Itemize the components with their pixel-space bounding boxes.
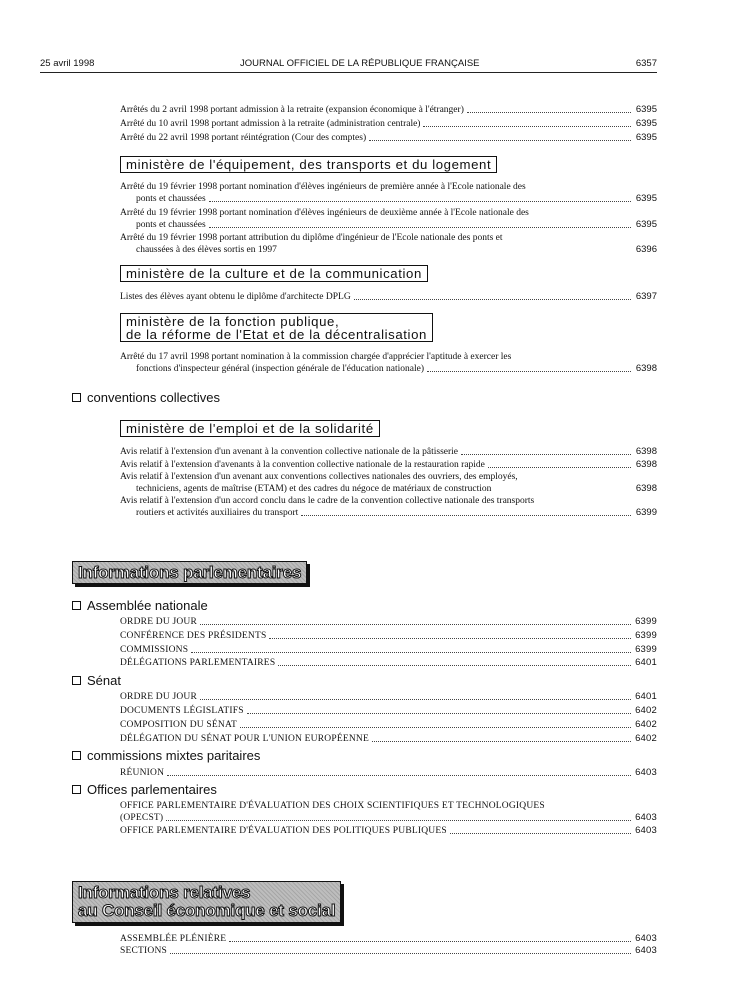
list-item: RÉUNION 6403 (120, 767, 657, 778)
list-item: ASSEMBLÉE PLÉNIÈRE 6403 (120, 933, 657, 944)
list-item: SECTIONS 6403 (120, 945, 657, 956)
checkbox-square-icon (72, 676, 81, 685)
list-item-line1: Arrêté du 19 février 1998 portant nomination d'élèves ingénieurs de première année à l'Ecole nationale des (120, 182, 526, 192)
list-item: fonctions d'inspecteur général (inspection générale de l'éducation nationale) 6398 (136, 363, 657, 374)
category-assemblee-nationale: Assemblée nationale (72, 598, 208, 613)
list-item: (OPECST) 6403 (120, 812, 657, 823)
category-senat: Sénat (72, 673, 121, 688)
list-item: Avis relatif à l'extension d'un avenant à la convention collective nationale de la pâtisserie 6398 (120, 446, 657, 457)
ministry-heading-emploi: ministère de l'emploi et de la solidarité (120, 420, 380, 437)
list-item-line1: Arrêté du 19 février 1998 portant attribution du diplôme d'ingénieur de l'Ecole nationale des ponts et (120, 233, 503, 243)
list-item: techniciens, agents de maîtrise (ETAM) et des cadres du négoce de matériaux de construction 6398 (136, 483, 657, 494)
list-item: ponts et chaussées 6395 (136, 193, 657, 204)
list-item: ponts et chaussées 6395 (136, 219, 657, 230)
list-item: chaussées à des élèves sortis en 1997 6396 (136, 244, 657, 255)
list-item: ORDRE DU JOUR 6401 (120, 691, 657, 702)
list-item-line1: Arrêté du 19 février 1998 portant nomination d'élèves ingénieurs de deuxième année à l'Ecole nationale des (120, 208, 529, 218)
list-item: Arrêté du 22 avril 1998 portant réintégration (Cour des comptes) 6395 (120, 132, 657, 143)
list-item: routiers et activités auxiliaires du transport 6399 (136, 507, 657, 518)
checkbox-square-icon (72, 601, 81, 610)
category-commissions-mixtes-paritaires: commissions mixtes paritaires (72, 748, 260, 763)
ministry-heading-equipement: ministère de l'équipement, des transports et du logement (120, 156, 497, 173)
list-item-line1: Avis relatif à l'extension d'un accord conclu dans le cadre de la convention collective nationale des transports (120, 496, 535, 506)
checkbox-square-icon (72, 393, 81, 402)
list-item: CONFÉRENCE DES PRÉSIDENTS 6399 (120, 630, 657, 641)
category-conventions-collectives: conventions collectives (72, 390, 220, 405)
checkbox-square-icon (72, 785, 81, 794)
header-rule (40, 72, 657, 73)
list-item: ORDRE DU JOUR 6399 (120, 616, 657, 627)
list-item: Avis relatif à l'extension d'avenants à la convention collective nationale de la restauration rapide 6398 (120, 459, 657, 470)
list-item-line1: Arrêté du 17 avril 1998 portant nomination à la commission chargée d'apprécier l'aptitude à exercer les (120, 352, 512, 362)
list-item: DÉLÉGATION DU SÉNAT POUR L'UNION EUROPÉENNE 6402 (120, 733, 657, 744)
ministry-heading-fonction-publique: ministère de la fonction publique, de la réforme de l'Etat et de la décentralisation (120, 313, 433, 342)
header-page-number: 6357 (635, 58, 657, 69)
header-journal-title: JOURNAL OFFICIEL DE LA RÉPUBLIQUE FRANÇAISE (240, 58, 480, 69)
header-date: 25 avril 1998 (40, 58, 95, 69)
list-item: Arrêtés du 2 avril 1998 portant admission à la retraite (expansion économique à l'étranger) 6395 (120, 104, 657, 115)
list-item: COMPOSITION DU SÉNAT 6402 (120, 719, 657, 730)
list-item: DÉLÉGATIONS PARLEMENTAIRES 6401 (120, 657, 657, 668)
ministry-heading-culture: ministère de la culture et de la communication (120, 265, 428, 282)
list-item: COMMISSIONS 6399 (120, 644, 657, 655)
list-item-line1: Avis relatif à l'extension d'un avenant aux conventions collectives nationales des ouvriers, des employés, (120, 472, 518, 482)
category-offices-parlementaires: Offices parlementaires (72, 782, 217, 797)
list-item-line1: OFFICE PARLEMENTAIRE D'ÉVALUATION DES CHOIX SCIENTIFIQUES ET TECHNOLOGIQUES (120, 801, 545, 811)
list-item: DOCUMENTS LÉGISLATIFS 6402 (120, 705, 657, 716)
section-banner-conseil-economique-social: Informations relatives au Conseil économique et social (72, 881, 341, 923)
list-item: Arrêté du 10 avril 1998 portant admission à la retraite (administration centrale) 6395 (120, 118, 657, 129)
list-item: OFFICE PARLEMENTAIRE D'ÉVALUATION DES POLITIQUES PUBLIQUES 6403 (120, 825, 657, 836)
list-item: Listes des élèves ayant obtenu le diplôme d'architecte DPLG 6397 (120, 291, 657, 302)
section-banner-informations-parlementaires: Informations parlementaires (72, 561, 307, 584)
checkbox-square-icon (72, 751, 81, 760)
